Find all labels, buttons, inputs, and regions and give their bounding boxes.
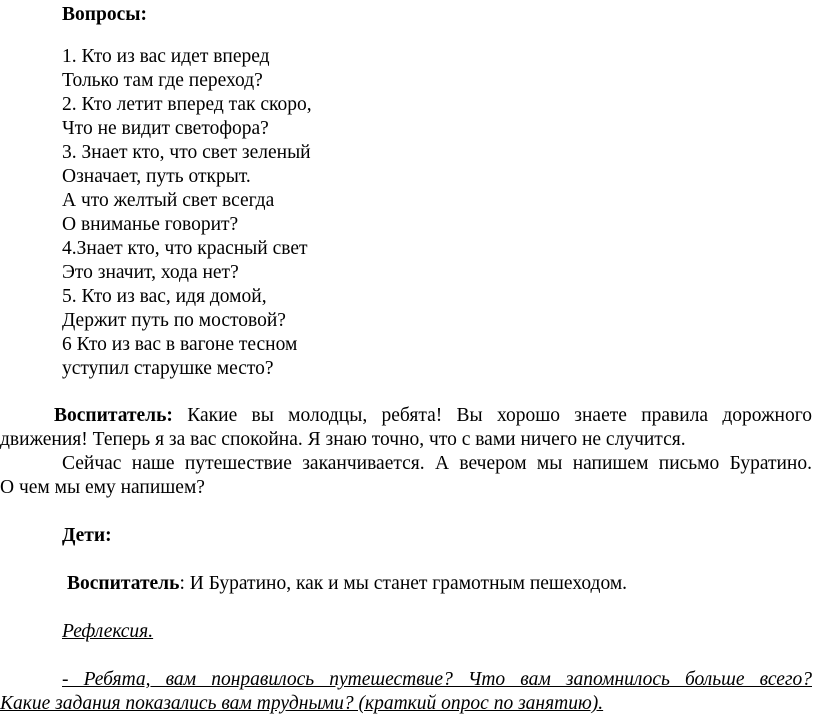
questions-heading: Вопросы:	[62, 4, 147, 25]
reflection-heading: Рефлексия.	[62, 621, 154, 642]
teacher-paragraph-line-2: движения! Теперь я за вас спокойна. Я знаю точно, что с вами ничего не случится.	[0, 429, 686, 450]
speaker-label: Воспитатель	[67, 573, 180, 594]
reflection-question-line-1: - Ребята, вам понравилось путешествие? Что вам запомнилось больше всего?	[62, 669, 812, 690]
question-line: 2. Кто летит вперед так скоро,	[62, 94, 312, 115]
question-line: Это значит, хода нет?	[62, 262, 239, 283]
story-paragraph-line-2: О чем мы ему напишем?	[0, 477, 205, 498]
teacher-paragraph-line-1	[0, 404, 812, 428]
story-paragraph-line-1: Сейчас наше путешествие заканчивается. А вечером мы напишем письмо Буратино.	[62, 453, 812, 474]
question-line: Означает, путь открыт.	[62, 166, 251, 187]
question-line: А что желтый свет всегда	[62, 190, 275, 211]
teacher-closing-line	[67, 572, 627, 596]
reflection-question-line-2: Какие задания показались вам трудными? (краткий опрос по занятию).	[0, 693, 604, 714]
question-line: Только там где переход?	[62, 70, 263, 91]
question-line: Держит путь по мостовой?	[62, 310, 286, 331]
question-line: Что не видит светофора?	[62, 118, 269, 139]
question-line: 6 Кто из вас в вагоне тесном	[62, 334, 298, 355]
question-line: 1. Кто из вас идет вперед	[62, 46, 270, 67]
speaker-label: Воспитатель:	[54, 405, 173, 426]
question-line: О вниманье говорит?	[62, 214, 239, 235]
question-line: 4.Знает кто, что красный свет	[62, 238, 308, 259]
question-line: 5. Кто из вас, идя домой,	[62, 286, 267, 307]
paragraph-text: : И Буратино, как и мы станет грамотным пешеходом.	[179, 573, 628, 594]
question-line: 3. Знает кто, что свет зеленый	[62, 142, 311, 163]
children-speaker-label: Дети:	[62, 525, 112, 546]
paragraph-text: Какие вы молодцы, ребята! Вы хорошо знаете правила дорожного	[187, 405, 812, 426]
question-line: уступил старушке место?	[62, 358, 274, 379]
